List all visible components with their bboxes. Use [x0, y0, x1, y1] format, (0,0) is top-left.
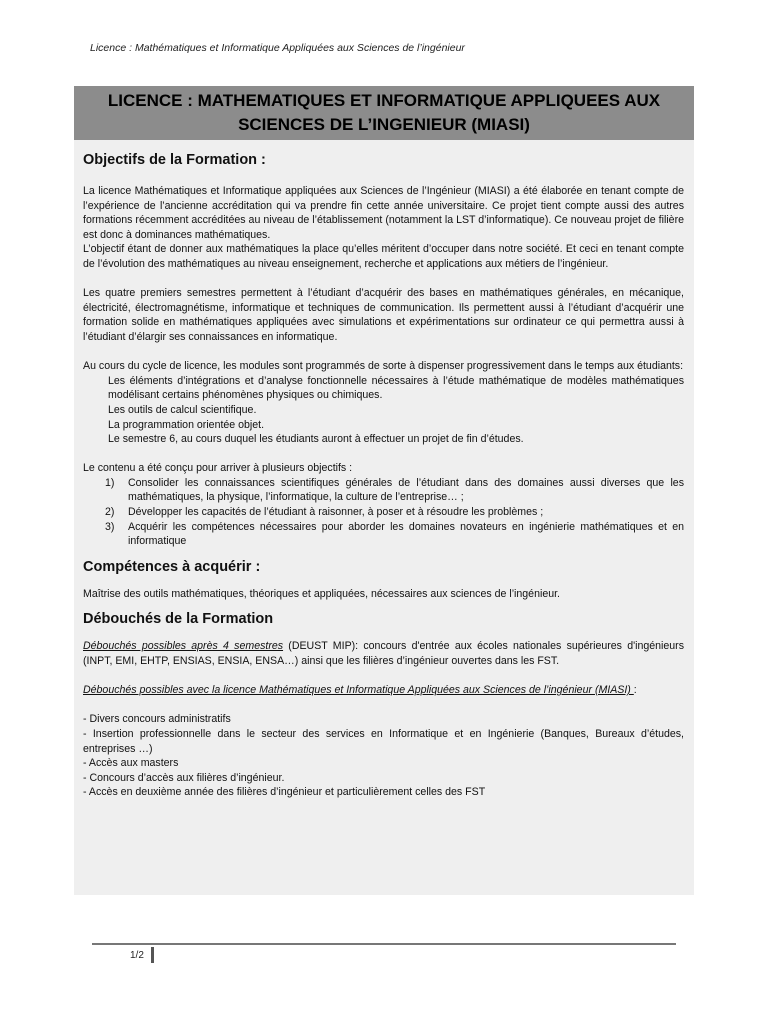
debouches-paragraph-1 — [83, 639, 684, 668]
page-bar — [151, 947, 154, 963]
list-item: Les outils de calcul scientifique. — [108, 403, 257, 416]
page-number: 1/2 — [130, 950, 144, 961]
objectifs-paragraph-3: Les quatre premiers semestres permettent à l’étudiant d’acquérir des bases en mathématiques générales, en mécanique, électricité, électromagnétisme, informatique et techniques de communication. Ils permettent aussi à l’étudiant d’acquérir une formation solide en mathématiques appliquées avec simulations et expérimentations sur ordinateur ce qui permettra aussi à l’étudiant d’élargir ses connaissances en informatique. — [83, 287, 684, 343]
list-text: Développer les capacités de l’étudiant à raisonner, à poser et à résoudre les problèmes ; — [128, 506, 544, 519]
footer-rule — [92, 943, 676, 945]
list-item: - Accès aux masters — [83, 757, 179, 770]
list-item: La programmation orientée objet. — [108, 418, 265, 431]
list-item: - Concours d’accès aux filières d’ingénieur. — [83, 771, 285, 784]
objectifs-paragraph-1: La licence Mathématiques et Informatique appliquées aux Sciences de l’Ingénieur (MIASI) a été élaborée en tenant compte de l’expérience de l’ancienne accréditation qui va prendre fin cette année universitaire. Ce projet tient compte aussi des autres formations récemment accréditées au niveau de l’établissement (notamment la LST d’informatique). Ce nouveau projet de filière est donc à dominances mathématiques. — [83, 185, 684, 241]
goals-list — [83, 476, 684, 549]
objectifs-paragraph-5: Le contenu a été conçu pour arriver à plusieurs objectifs : — [83, 462, 353, 475]
competences-text: Maîtrise des outils mathématiques, théoriques et appliquées, nécessaires aux sciences de l’ingénieur. — [83, 587, 560, 600]
objectifs-heading: Objectifs de la Formation : — [83, 152, 266, 168]
list-number: 3) — [105, 520, 115, 533]
list-item — [83, 476, 684, 505]
list-number: 1) — [105, 476, 115, 489]
list-item — [83, 520, 684, 549]
document-title — [74, 86, 694, 140]
list-item: - Accès en deuxième année des filières d’ingénieur et particulièrement celles des FST — [83, 786, 486, 799]
list-item — [83, 505, 684, 520]
content-box — [74, 140, 694, 895]
debouches-paragraph-2 — [83, 683, 684, 698]
list-text: Consolider les connaissances scientifiques générales de l’étudiant dans des domaines aussi diverses que les mathématiques, la physique, l’informatique, la culture de l’entreprise… ; — [128, 476, 684, 504]
list-item: - Divers concours administratifs — [83, 713, 231, 726]
debouches-label-1: Débouchés possibles après 4 semestres — [83, 640, 284, 653]
list-item: Le semestre 6, au cours duquel les étudiants auront à effectuer un projet de fin d’études. — [108, 433, 524, 446]
debouches-text-2: : — [633, 684, 637, 697]
title-line-2: SCIENCES DE L’INGENIEUR (MIASI) — [238, 115, 530, 134]
competences-heading: Compétences à acquérir : — [83, 558, 261, 575]
objectifs-paragraph-2: L’objectif étant de donner aux mathématiques la place qu’elles méritent d’occuper dans notre société. Et ceci en tenant compte de l’évolution des mathématiques au niveau enseignement, recherche et applications aux métiers de l’ingénieur. — [83, 243, 684, 270]
running-header: Licence : Mathématiques et Informatique Appliquées aux Sciences de l’ingénieur — [90, 42, 465, 54]
modules-list — [83, 374, 684, 447]
list-number: 2) — [105, 506, 115, 519]
debouches-label-2: Débouchés possibles avec la licence Mathématiques et Informatique Appliquées aux Sciences de l’ingénieur (MIASI) — [83, 684, 634, 697]
list-text: Acquérir les compétences nécessaires pour aborder les domaines novateurs en ingénierie mathématiques et en informatique — [128, 520, 684, 548]
title-line-1: LICENCE : MATHEMATIQUES ET INFORMATIQUE APPLIQUEES AUX — [107, 91, 661, 110]
list-item: - Insertion professionnelle dans le secteur des services en Informatique et en Ingénierie (Banques, Bureaux d’études, entreprises …) — [83, 728, 684, 755]
list-item: Les éléments d’intégrations et d’analyse fonctionnelle nécessaires à l’étude mathématique de modèles mathématiques modélisant certains phénomènes physiques ou chimiques. — [108, 374, 684, 402]
objectifs-paragraph-4: Au cours du cycle de licence, les modules sont programmés de sorte à dispenser progressivement dans le temps aux étudiants: — [83, 360, 684, 373]
debouches-heading: Débouchés de la Formation — [83, 611, 274, 628]
debouches-text-1: (DEUST MIP): concours d'entrée aux écoles nationales supérieures d'ingénieurs (INPT, EMI, EHTP, ENSIAS, ENSIA, ENSA…) ainsi que les filières d’ingénieur ouvertes dans les FST. — [83, 640, 684, 668]
